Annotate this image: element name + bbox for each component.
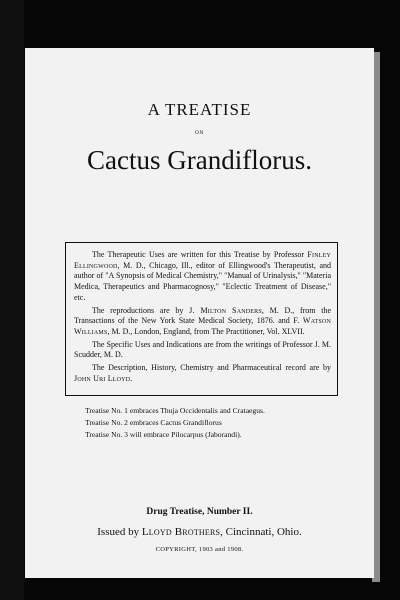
- text: The Therapeutic Uses are written for this Treatise by Professor: [92, 250, 308, 259]
- document-page: [25, 48, 374, 578]
- title-on: ON: [195, 130, 204, 136]
- text: .: [130, 373, 133, 383]
- treatise-item: Treatise No. 3 will embrace Pilocarpus (Jaborandi).: [85, 430, 242, 439]
- copyright-line: COPYRIGHT, 1903 and 1908.: [155, 546, 244, 553]
- credits-paragraph-description: [74, 363, 331, 384]
- text: Issued by: [97, 526, 142, 538]
- background-edge: [0, 0, 24, 600]
- text: The reproductions are by: [92, 305, 190, 315]
- text: The Description, History, Chemistry and Pharmaceutical record are by: [92, 363, 331, 373]
- text: , M. D., London, England, from The Practitioner, Vol. XLVII.: [107, 326, 305, 336]
- text: , M. D., from the Transactions of the New York State Medical Society, 1876. and: [74, 305, 331, 326]
- treatise-item: Treatise No. 1 embraces Thuja Occidentalis and Crataegus.: [85, 406, 265, 415]
- author-name: J. Milton Sanders: [189, 305, 262, 315]
- author-name: F. Watson Williams: [74, 316, 332, 336]
- page-title: Cactus Grandiflorus.: [87, 145, 312, 175]
- treatise-list: [85, 405, 265, 441]
- text: , M. D., Chicago, Ill., editor of Ellingwood's Therapeutist, and author of "A Synopsis of Medical Chemistry," "Manual of Urinalysis," "Materia Medica, Therapeutics and Pharmacognosy," "Eclectic Treatment of Disease," etc.: [74, 260, 331, 302]
- publisher-line: [25, 526, 374, 538]
- publisher-name: Lloyd Brothers: [141, 526, 221, 538]
- author-name: Finley Ellingwood: [74, 250, 331, 270]
- credits-paragraph-reproductions: [74, 306, 331, 338]
- drug-treatise-number: Drug Treatise, Number II.: [146, 507, 253, 517]
- treatise-item: Treatise No. 2 embraces Cactus Grandiflorus: [85, 418, 222, 427]
- credits-box: [65, 242, 338, 396]
- credits-paragraph-specific-uses: The Specific Uses and Indications are from the writings of Professor J. M. Scudder, M. D.: [74, 339, 331, 360]
- text: , Cincinnati, Ohio.: [220, 526, 302, 538]
- author-name: John Uri Lloyd: [74, 373, 131, 383]
- credits-paragraph-therapeutic: [74, 250, 331, 304]
- title-line: A TREATISE: [147, 100, 252, 119]
